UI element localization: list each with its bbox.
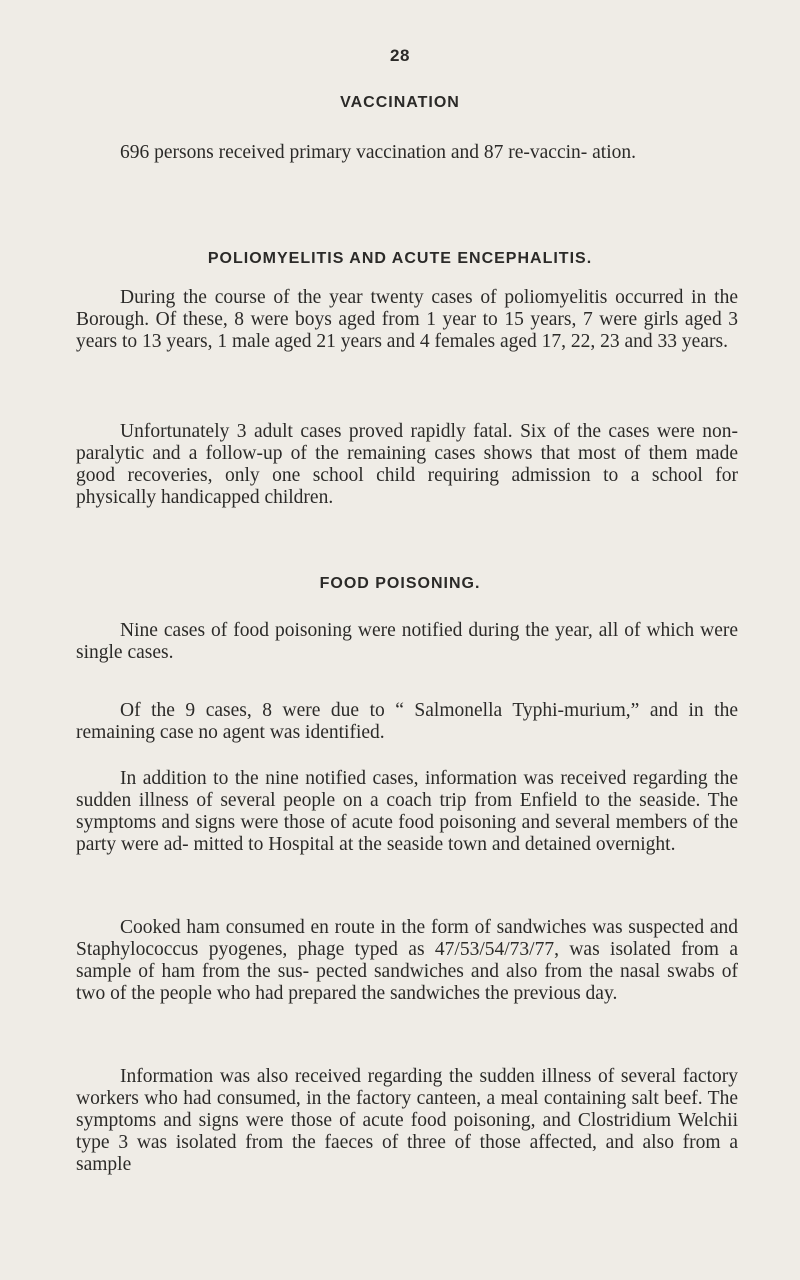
- paragraph-food-2: Of the 9 cases, 8 were due to “ Salmonella Typhi-murium,” and in the remaining case no agent was identified.: [76, 700, 738, 743]
- paragraph-food-1: Nine cases of food poisoning were notified during the year, all of which were single cases.: [76, 620, 738, 663]
- paragraph-polio-2: Unfortunately 3 adult cases proved rapidly fatal. Six of the cases were non-paralytic and a follow-up of the remaining cases shows that most of them made good recoveries, only one school child requiring admission to a school for physically handicapped children.: [76, 421, 738, 508]
- paragraph-polio-1: During the course of the year twenty cases of poliomyelitis occurred in the Borough. Of these, 8 were boys aged from 1 year to 15 years, 7 were girls aged 3 years to 13 years, 1 male aged 21 years and 4 females aged 17, 22, 23 and 33 years.: [76, 287, 738, 352]
- paragraph-food-3: In addition to the nine notified cases, information was received regarding the sudden illness of several people on a coach trip from Enfield to the seaside. The symptoms and signs were those of acute food poisoning and several members of the party were ad- mitted to Hospital at the seaside town and detained overnight.: [76, 768, 738, 855]
- paragraph-food-5: Information was also received regarding the sudden illness of several factory workers who had consumed, in the factory canteen, a meal containing salt beef. The symptoms and signs were those of acute food poisoning, and Clostridium Welchii type 3 was isolated from the faeces of three of those affected, and also from a sample: [76, 1066, 738, 1175]
- paragraph-food-4: Cooked ham consumed en route in the form of sandwiches was suspected and Staphylococcus pyogenes, phage typed as 47/53/54/73/77, was isolated from a sample of ham from the sus- pected sandwiches and also from the nasal swabs of two of the people who had prepared the sandwiches the previous day.: [76, 917, 738, 1004]
- heading-food-poisoning: FOOD POISONING.: [319, 575, 481, 592]
- heading-vaccination: VACCINATION: [340, 94, 460, 111]
- heading-poliomyelitis: POLIOMYELITIS AND ACUTE ENCEPHALITIS.: [207, 250, 593, 267]
- paragraph-vaccination: 696 persons received primary vaccination and 87 re-vaccin- ation.: [120, 142, 636, 163]
- page-number: 28: [390, 46, 410, 65]
